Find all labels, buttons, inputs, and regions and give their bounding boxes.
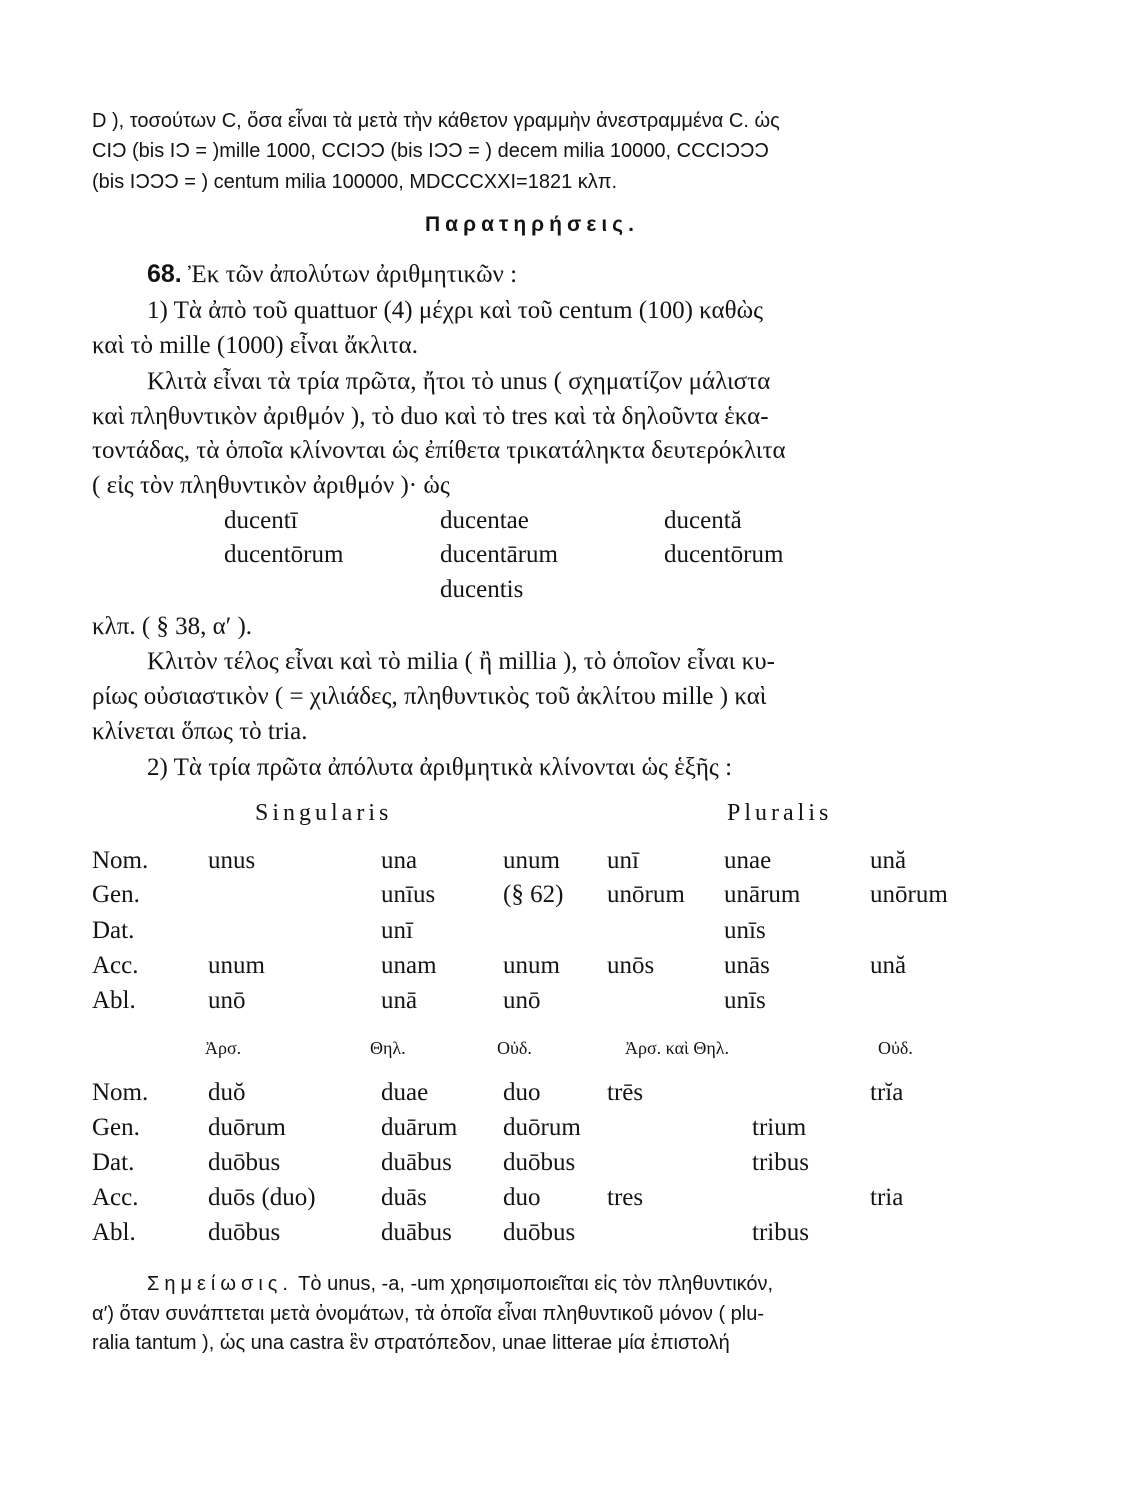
unus-case-dat: Dat. xyxy=(92,917,135,944)
unus-gen-fem-pl: unārum xyxy=(724,881,801,908)
unus-nom-masc-sg: unus xyxy=(208,847,256,874)
duo-acc-fem: duās xyxy=(381,1184,427,1211)
note-line-3: ralia tantum ), ὡς una castra ἓν στρατόπεδον, unae litterae μία ἐπιστολή xyxy=(92,1332,730,1354)
para2-line-4: ( εἰς τὸν πληθυντικὸν ἀριθμόν )· ὡς xyxy=(92,472,450,499)
roman-note-line-1: D ), τοσούτων C, ὅσα εἶναι τὰ μετὰ τὴν κάθετον γραμμὴν ἀνεστραμμένα C. ὡς xyxy=(92,110,780,132)
unus-abl-pl: unīs xyxy=(724,987,766,1014)
ducenti-fem-nom: ducentae xyxy=(440,507,529,534)
unus-abl-neut-sg: unō xyxy=(503,987,541,1014)
gender-label-fem: Θηλ. xyxy=(370,1038,406,1058)
tres-acc-neut: tria xyxy=(870,1184,904,1211)
gender-label-neut: Οὐδ. xyxy=(497,1038,532,1058)
section-number: 68. xyxy=(147,260,182,288)
para3-line-1: Κλιτὸν τέλος εἶναι καὶ τὸ milia ( ἢ millia ), τὸ ὁποῖον εἶναι κυ- xyxy=(147,648,775,675)
note-line-1 xyxy=(147,1273,773,1296)
gender-label-masc-fem: Ἀρσ. καὶ Θηλ. xyxy=(625,1038,730,1058)
unus-nom-fem-pl: unae xyxy=(724,847,772,874)
unus-acc-neut-sg: unum xyxy=(503,952,560,979)
unus-dat-sg: unī xyxy=(381,917,413,944)
para1-line-2: καὶ τὸ mille (1000) εἶναι ἄκλιτα. xyxy=(92,332,419,359)
duo-case-acc: Acc. xyxy=(92,1184,139,1211)
ducenti-neut-nom: ducentă xyxy=(664,507,742,534)
duo-acc-masc: duōs (duo) xyxy=(208,1184,316,1211)
gender-label-masc: Ἀρσ. xyxy=(205,1038,242,1058)
tres-nom-neut: trĭa xyxy=(870,1079,904,1106)
unus-case-nom: Nom. xyxy=(92,847,149,874)
reference-line: κλπ. ( § 38, α′ ). xyxy=(92,613,253,640)
ducenti-neut-gen: ducentōrum xyxy=(664,541,784,568)
unus-case-abl: Abl. xyxy=(92,987,136,1014)
singularis-header: Singularis xyxy=(255,800,393,826)
duo-case-nom: Nom. xyxy=(92,1079,149,1106)
tres-dat: tribus xyxy=(752,1149,809,1176)
pluralis-header: Pluralis xyxy=(727,800,833,826)
para2-line-1: Κλιτὰ εἶναι τὰ τρία πρῶτα, ἤτοι τὸ unus ( σχηματίζον μάλιστα xyxy=(147,368,771,395)
para2-line-3: τοντάδας, τὰ ὁποῖα κλίνονται ὡς ἐπίθετα τρικατάληκτα δευτερόκλιτα xyxy=(92,437,786,464)
note-line-2: α′) ὅταν συνάπτεται μετὰ ὀνομάτων, τὰ ὁποῖα εἶναι πληθυντικοῦ μόνον ( plu- xyxy=(92,1303,765,1325)
unus-gen-neut-pl: unōrum xyxy=(870,881,948,908)
duo-dat-masc: duōbus xyxy=(208,1149,281,1176)
unus-acc-masc-sg: unum xyxy=(208,952,265,979)
section-68-line xyxy=(147,260,517,289)
tres-nom-mf: trēs xyxy=(607,1079,644,1106)
tres-abl: tribus xyxy=(752,1219,809,1246)
duo-acc-neut: duo xyxy=(503,1184,541,1211)
para4-line: 2) Τὰ τρία πρῶτα ἀπόλυτα ἀριθμητικὰ κλίνονται ὡς ἑξῆς : xyxy=(147,754,733,781)
note-label: Σημείωσις. xyxy=(147,1273,293,1295)
unus-case-gen: Gen. xyxy=(92,881,140,908)
duo-abl-neut: duōbus xyxy=(503,1219,576,1246)
ducenti-masc-gen: ducentōrum xyxy=(224,541,344,568)
ducenti-masc-nom: ducentī xyxy=(224,507,298,534)
unus-acc-fem-sg: unam xyxy=(381,952,437,979)
ducenti-fem-gen: ducentārum xyxy=(440,541,559,568)
ducenti-dat: ducentis xyxy=(440,576,524,603)
unus-abl-masc-sg: unō xyxy=(208,987,246,1014)
duo-nom-neut: duo xyxy=(503,1079,541,1106)
unus-nom-fem-sg: una xyxy=(381,847,418,874)
unus-gen-sg: unīus xyxy=(381,881,436,908)
tres-acc-mf: tres xyxy=(607,1184,644,1211)
duo-nom-masc: duŏ xyxy=(208,1079,246,1106)
duo-abl-fem: duābus xyxy=(381,1219,452,1246)
duo-case-abl: Abl. xyxy=(92,1219,136,1246)
unus-acc-fem-pl: unās xyxy=(724,952,770,979)
unus-case-acc: Acc. xyxy=(92,952,139,979)
unus-nom-neut-pl: ună xyxy=(870,847,907,874)
duo-nom-fem: duae xyxy=(381,1079,429,1106)
unus-nom-neut-sg: unum xyxy=(503,847,560,874)
unus-acc-masc-pl: unōs xyxy=(607,952,655,979)
section-title: Ἐκ τῶν ἀπολύτων ἀριθμητικῶν : xyxy=(188,261,518,288)
para3-line-2: ρίως οὐσιαστικὸν ( = χιλιάδες, πληθυντικὸς τοῦ ἀκλίτου mille ) καὶ xyxy=(92,683,767,710)
unus-gen-ref: (§ 62) xyxy=(503,881,564,908)
unus-dat-pl: unīs xyxy=(724,917,766,944)
unus-nom-masc-pl: unī xyxy=(607,847,639,874)
duo-case-gen: Gen. xyxy=(92,1114,140,1141)
duo-dat-neut: duōbus xyxy=(503,1149,576,1176)
para3-line-3: κλίνεται ὅπως τὸ tria. xyxy=(92,718,308,745)
duo-gen-masc: duōrum xyxy=(208,1114,286,1141)
tres-gen: trium xyxy=(752,1114,807,1141)
duo-dat-fem: duābus xyxy=(381,1149,452,1176)
duo-abl-masc: duōbus xyxy=(208,1219,281,1246)
note-text-1: Τὸ unus, -a, -um χρησιμοποιεῖται εἰς τὸν πληθυντικόν, xyxy=(298,1273,774,1295)
unus-gen-masc-pl: unōrum xyxy=(607,881,685,908)
duo-gen-fem: duārum xyxy=(381,1114,458,1141)
roman-note-line-3: (bis IƆƆƆ = ) centum milia 100000, MDCCCXXI=1821 κλπ. xyxy=(92,171,618,193)
para1-line-1: 1) Τὰ ἀπὸ τοῦ quattuor (4) μέχρι καὶ τοῦ centum (100) καθὼς xyxy=(147,297,763,324)
unus-abl-fem-sg: unā xyxy=(381,987,418,1014)
para2-line-2: καὶ πληθυντικὸν ἀριθμόν ), τὸ duo καὶ τὸ tres καὶ τὰ δηλοῦντα ἑκα- xyxy=(92,403,769,430)
unus-acc-neut-pl: ună xyxy=(870,952,907,979)
duo-gen-neut: duōrum xyxy=(503,1114,581,1141)
roman-note-line-2: CIƆ (bis IƆ = )mille 1000, CCIƆƆ (bis IƆƆ = ) decem milia 10000, CCCIƆƆƆ xyxy=(92,140,769,162)
section-heading: Παρατηρήσεις. xyxy=(425,213,639,236)
gender-label-neut-pl: Οὐδ. xyxy=(878,1038,913,1058)
duo-case-dat: Dat. xyxy=(92,1149,135,1176)
